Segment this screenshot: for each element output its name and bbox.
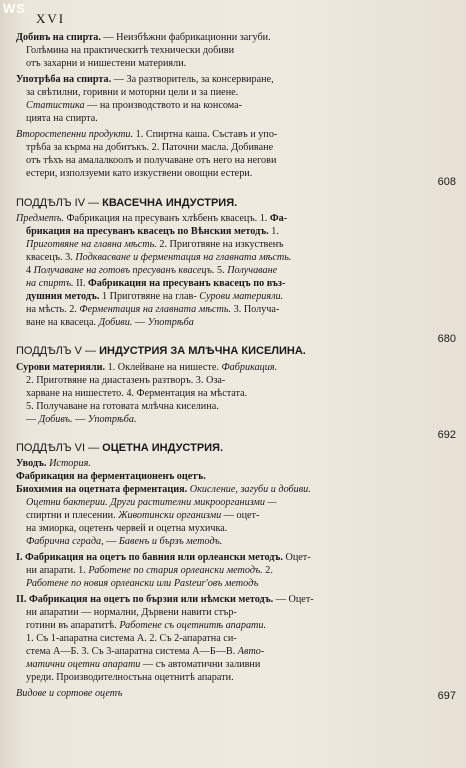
toc-line xyxy=(26,99,426,112)
toc-text: Подквасване и ферментация на главната мѣсть. xyxy=(75,252,292,263)
toc-line xyxy=(26,44,426,57)
toc-text: Фабрикация на пресуванъ хлѣбенъ квасецъ. 1. xyxy=(63,213,270,224)
toc-line xyxy=(26,374,426,387)
toc-text: спиртни и плесении. xyxy=(26,510,119,521)
toc-text: ване на квасеца. xyxy=(26,317,99,328)
toc-text: Фа- xyxy=(269,213,288,224)
toc-text: Употрѣба xyxy=(147,317,194,328)
toc-text: 2. Приготвяне на диастазенъ разтворъ. 3. Озa- xyxy=(26,375,226,386)
toc-line xyxy=(26,671,426,684)
toc-text: 1 Приготвяне на глав- xyxy=(99,291,197,302)
toc-text: Добивъ на спирта. xyxy=(16,32,101,43)
toc-line xyxy=(26,522,426,535)
toc-text: Употрѣба. xyxy=(87,414,137,425)
toc-line xyxy=(16,687,416,700)
toc-line xyxy=(16,457,416,470)
toc-line xyxy=(26,400,426,413)
section-heading xyxy=(16,197,416,210)
toc-text: — Оцет- xyxy=(273,594,314,605)
toc-text: История. xyxy=(46,458,91,469)
toc-text: Животински организми xyxy=(118,510,222,521)
toc-text: Работене по стария орлеански методъ. xyxy=(88,565,263,576)
toc-text: — на производството и на консома- xyxy=(84,100,243,111)
toc-line xyxy=(26,154,426,167)
toc-line xyxy=(16,551,416,564)
toc-text: Биохимия на оцетната ферментация. xyxy=(16,484,188,495)
toc-text: трѣба за кърма на добитъкъ. 2. Паточни масла. Добиване xyxy=(26,142,274,153)
toc-text: 2. xyxy=(262,565,273,576)
toc-text: Оцет- xyxy=(282,552,311,563)
toc-line xyxy=(26,496,426,509)
toc-text: ПОДДѢЛЪ V — xyxy=(16,345,100,357)
toc-text: ни апарати. 1. xyxy=(26,565,89,576)
toc-line xyxy=(16,128,416,141)
toc-text: Сурови материяли. xyxy=(16,362,106,373)
toc-line xyxy=(26,509,426,522)
toc-text: матични оцетни апарати xyxy=(26,659,141,670)
toc-text: Оцетни бактерии. Други растителни микроорганизми — xyxy=(26,497,277,508)
toc-line xyxy=(26,251,426,264)
toc-text: 1. xyxy=(268,226,279,237)
toc-line xyxy=(26,387,426,400)
toc-line xyxy=(26,225,426,238)
toc-line xyxy=(26,167,426,180)
toc-text: ИНДУСТРИЯ ЗА МЛѢЧНА КИСЕЛИНА. xyxy=(99,345,306,357)
toc-text: — xyxy=(26,414,39,425)
toc-text: Второстепенни продукти. xyxy=(16,129,134,140)
toc-line xyxy=(26,535,426,548)
toc-text: Бавенъ и бързъ методъ. xyxy=(118,536,223,547)
toc-text: Употрѣба на спирта. xyxy=(16,74,112,85)
page-number: XVI xyxy=(36,11,66,26)
toc-line xyxy=(26,645,426,658)
toc-text: отъ тѣхъ на амалалкоолъ и получаване отъ него на негови xyxy=(26,155,277,166)
toc-line xyxy=(26,57,426,70)
toc-text: Фабрикация на пресуванъ квасецъ по въз- xyxy=(88,278,286,289)
toc-line xyxy=(26,303,426,316)
toc-line xyxy=(16,361,416,374)
toc-line xyxy=(26,141,426,154)
toc-text: естери, използуеми като изкуствени овощни естери. xyxy=(26,168,253,179)
toc-text: КВАСЕЧНА ИНДУСТРИЯ. xyxy=(102,197,238,209)
toc-line xyxy=(16,483,416,496)
toc-text: Видове и сортове оцетъ xyxy=(16,688,123,699)
toc-text: душния методъ. xyxy=(26,291,100,302)
toc-text: I. Фабрикация на оцетъ по бавния или орлеански методъ. xyxy=(16,552,283,563)
toc-text: Получаване xyxy=(227,265,278,276)
toc-text: — За разтворитель, за консервиране, xyxy=(111,74,274,85)
toc-text: — Неизбѣжни фабрикационни загуби. xyxy=(100,32,271,43)
toc-text: на змиорка, оцетенъ червей и оцетна мухичка. xyxy=(26,523,228,534)
toc-line xyxy=(26,606,426,619)
toc-line xyxy=(26,413,426,426)
toc-text: ОЦЕТНА ИНДУСТРИЯ. xyxy=(102,442,224,454)
toc-text: — xyxy=(132,317,148,328)
toc-text: Работене по новия орлеански или Pasteur'овъ методъ xyxy=(26,578,259,589)
section-heading xyxy=(16,442,416,455)
toc-text: 4 xyxy=(26,265,34,276)
toc-text: Статистика xyxy=(26,100,85,111)
toc-text: 3. Получа- xyxy=(231,304,280,315)
toc-line xyxy=(16,31,416,44)
toc-text: — съ автоматични заливни xyxy=(140,659,261,670)
toc-text: Добиви. xyxy=(98,317,133,328)
toc-text: уреди. Производителностьна оцетнитѣ апарати. xyxy=(26,672,234,683)
toc-text: Получаване на готовъ пресуванъ квасецъ. xyxy=(33,265,215,276)
toc-text: Сурови материяли. xyxy=(196,291,284,302)
toc-line xyxy=(26,316,426,329)
toc-line xyxy=(26,632,426,645)
toc-text: 1. Оклейване на нишесте. xyxy=(105,362,219,373)
toc-line xyxy=(26,619,426,632)
toc-text: Уводъ. xyxy=(16,458,47,469)
toc-text: II. xyxy=(73,278,88,289)
page-reference: 608 xyxy=(437,176,456,188)
toc-line xyxy=(26,290,426,303)
toc-text: Голѣмина на практическитѣ технически добиви xyxy=(26,45,235,56)
toc-text: 1. Спиртна каша. Съставъ и упо- xyxy=(133,129,278,140)
toc-text: Фабрична сграда, xyxy=(26,536,104,547)
toc-text: — xyxy=(103,536,119,547)
toc-text: за свѣтилни, горивни и моторни цели и за пиене. xyxy=(26,87,239,98)
toc-text: Приготвяне на главна мѣсть. xyxy=(26,239,157,250)
toc-text: брикация на пресуванъ квасецъ по Вѣнския методъ. xyxy=(26,226,269,237)
toc-text: на спиртъ. xyxy=(26,278,74,289)
toc-line xyxy=(16,212,416,225)
toc-text: II. Фабрикация на оцетъ по бързия или нѣмски методъ. xyxy=(16,594,274,605)
toc-text: ни апаратии — нормални, Дървени навити стър- xyxy=(26,607,237,618)
toc-line xyxy=(26,264,426,277)
toc-text: — xyxy=(72,414,88,425)
toc-text: Ферментация на главната мѣсть. xyxy=(79,304,232,315)
toc-text: Окисление, загуби и добиви. xyxy=(187,484,311,495)
toc-text: 5. Получаване на готовата млѣчна киселина. xyxy=(26,401,219,412)
toc-line xyxy=(16,73,416,86)
toc-text: на мѣсть. 2. xyxy=(26,304,80,315)
toc-text: 5. xyxy=(214,265,228,276)
toc-line xyxy=(26,112,426,125)
toc-line xyxy=(26,86,426,99)
toc-line xyxy=(26,577,426,590)
toc-text: стема А—Б. 3. Съ 3-апаратна система А—Б—В. xyxy=(26,646,238,657)
watermark-logo: WS xyxy=(3,1,26,16)
toc-text: 2. Приготвяне на изкуственъ xyxy=(156,239,284,250)
toc-text: цията на спирта. xyxy=(26,113,98,124)
toc-text: Авто- xyxy=(237,646,265,657)
toc-line xyxy=(26,658,426,671)
toc-text: Работене съ оцетнитѣ апарати. xyxy=(119,620,267,631)
page-reference: 692 xyxy=(437,429,456,441)
toc-text: ПОДДѢЛЪ IV — xyxy=(16,197,103,209)
toc-text: 1. Съ 1-апаратна система А. 2. Съ 2-апаратна си- xyxy=(26,633,237,644)
toc-text: квасецъ. 3. xyxy=(26,252,76,263)
toc-text: — оцет- xyxy=(221,510,260,521)
toc-text: харване на нишестето. 4. Ферментация на мѣстата. xyxy=(26,388,248,399)
toc-text: Фабрикация на ферментационенъ оцетъ. xyxy=(16,471,206,482)
toc-text: готини въ апаратитѣ. xyxy=(26,620,120,631)
toc-text: отъ захарни и нишестени материяли. xyxy=(26,58,187,69)
page-reference: 697 xyxy=(437,690,456,702)
toc-line xyxy=(26,564,426,577)
toc-line xyxy=(16,593,416,606)
toc-text: Добивъ. xyxy=(38,414,73,425)
toc-text: Фабрикация. xyxy=(218,362,278,373)
toc-line xyxy=(16,470,416,483)
page-reference: 680 xyxy=(437,333,456,345)
toc-text: Предметъ. xyxy=(16,213,64,224)
section-heading xyxy=(16,345,416,358)
toc-text: ПОДДѢЛЪ VI — xyxy=(16,442,103,454)
toc-line xyxy=(26,277,426,290)
toc-line xyxy=(26,238,426,251)
